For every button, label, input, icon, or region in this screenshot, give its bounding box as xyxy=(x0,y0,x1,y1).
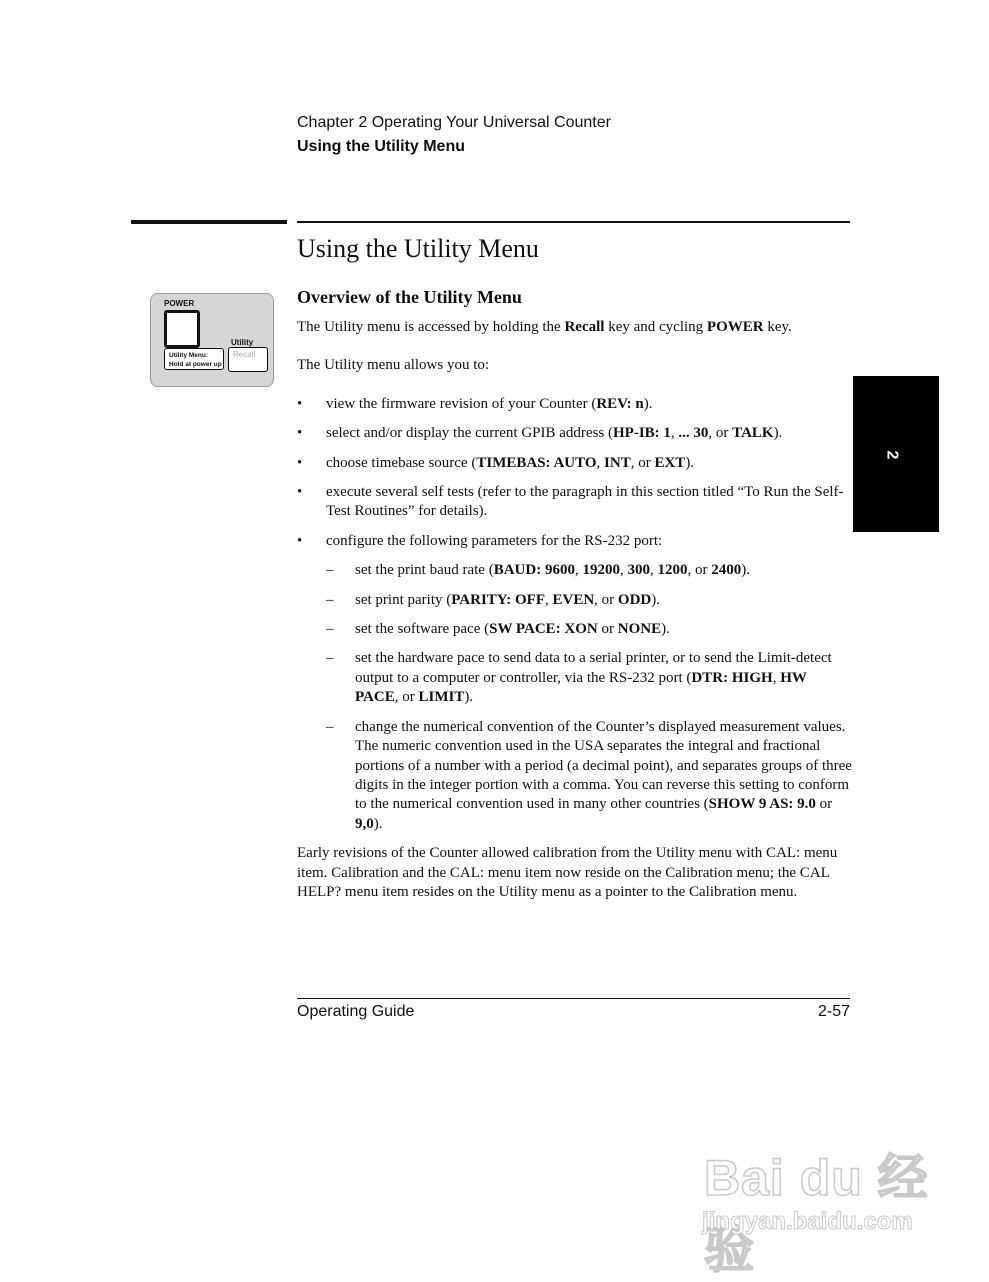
menu-box-line2: Hold at power up xyxy=(169,361,222,368)
list-item: – change the numerical convention of the Counter’s displayed measurement values. The numeric convention used in the USA separates the integral and fractional portions of a number with a period (a decimal point), and separates groups of three digits in the integer portion with a comma. You can reverse this setting to conform to the numerical convention used in many other countries (SHOW 9 AS: 9.0 or 9,0). xyxy=(326,718,852,832)
allows-paragraph: The Utility menu allows you to: xyxy=(297,357,490,374)
list-item: – set print parity (PARITY: OFF, EVEN, or ODD). xyxy=(326,591,661,608)
intro-paragraph: The Utility menu is accessed by holding the Recall key and cycling POWER key. xyxy=(297,319,792,335)
footer-title: Operating Guide xyxy=(297,1003,415,1020)
overview-heading: Overview of the Utility Menu xyxy=(297,287,522,307)
list-item: • configure the following parameters for the RS-232 port: – set the print baud rate (BAUD: 9600, 19200, 300, 1200, or 2400). – set print parity (PARITY: OFF, EVEN, or ODD). – set the software pace (SW PACE: XON or NONE). – set the hardware pace to send data to a serial printer, or to send the Limit-detect output to a computer or controller, via the RS-232 port (DTR: HIGH, HW PACE, or LIMIT). – change the numerical convention of the Counter’s displayed measurement values. The numeric convention used in the USA separates the integral and fractional portions of a number with a period (a decimal point), and separates groups of three digits in the integer portion with a comma. You can reverse this setting to conform to the numerical convention used in many other countries (SHOW 9 AS: 9.0 or 9,0). xyxy=(297,532,852,834)
section-line: Using the Utility Menu xyxy=(297,138,465,155)
recall-key-icon xyxy=(228,347,268,372)
rs232-options-list xyxy=(326,561,852,834)
page-number: 2-57 xyxy=(817,1003,850,1020)
list-item: • select and/or display the current GPIB address (HP-IB: 1, ... 30, or TALK). xyxy=(297,425,783,442)
power-key-icon xyxy=(164,310,200,348)
list-item: • choose timebase source (TIMEBAS: AUTO, INT, or EXT). xyxy=(297,454,695,471)
section-rule-left xyxy=(131,220,287,224)
watermark xyxy=(690,1130,940,1278)
watermark-logo: Bai du 经验 xyxy=(704,1150,929,1278)
watermark-url: jingyan.baidu.com xyxy=(702,1208,913,1235)
list-item: – set the print baud rate (BAUD: 9600, 19200, 300, 1200, or 2400). xyxy=(326,562,750,579)
running-head xyxy=(297,113,611,157)
list-item: – set the hardware pace to send data to a serial printer, or to send the Limit-detect output to a computer or controller, via the RS-232 port (DTR: HIGH, HW PACE, or LIMIT). xyxy=(326,650,832,706)
menu-box-line1: Utility Menu: xyxy=(169,352,208,359)
recall-label: Recall xyxy=(233,350,256,359)
front-panel-illustration xyxy=(150,293,274,387)
list-item: • execute several self tests (refer to the paragraph in this section titled “To Run the Self-Test Routines” for details). xyxy=(297,484,844,520)
closing-paragraph: Early revisions of the Counter allowed calibration from the Utility menu with CAL: menu item. Calibration and the CAL: menu item now reside on the Calibration menu; the CAL HELP? menu item resides on the Utility menu as a pointer to the Calibration menu. xyxy=(297,845,838,900)
footer-rule xyxy=(297,998,850,999)
chapter-tab-label: 2 xyxy=(883,450,901,460)
section-title: Using the Utility Menu xyxy=(297,234,539,263)
power-label: POWER xyxy=(164,299,195,308)
list-item: – set the software pace (SW PACE: XON or NONE). xyxy=(326,621,670,638)
chapter-line: Chapter 2 Operating Your Universal Counter xyxy=(297,114,611,131)
section-rule-right xyxy=(297,221,850,223)
utility-menu-box xyxy=(164,348,224,370)
chapter-tab xyxy=(853,376,939,532)
utility-label: Utility xyxy=(231,338,254,347)
main-content xyxy=(297,286,852,921)
list-item: • view the firmware revision of your Counter (REV: n). xyxy=(297,395,653,412)
utility-options-list xyxy=(297,395,852,834)
